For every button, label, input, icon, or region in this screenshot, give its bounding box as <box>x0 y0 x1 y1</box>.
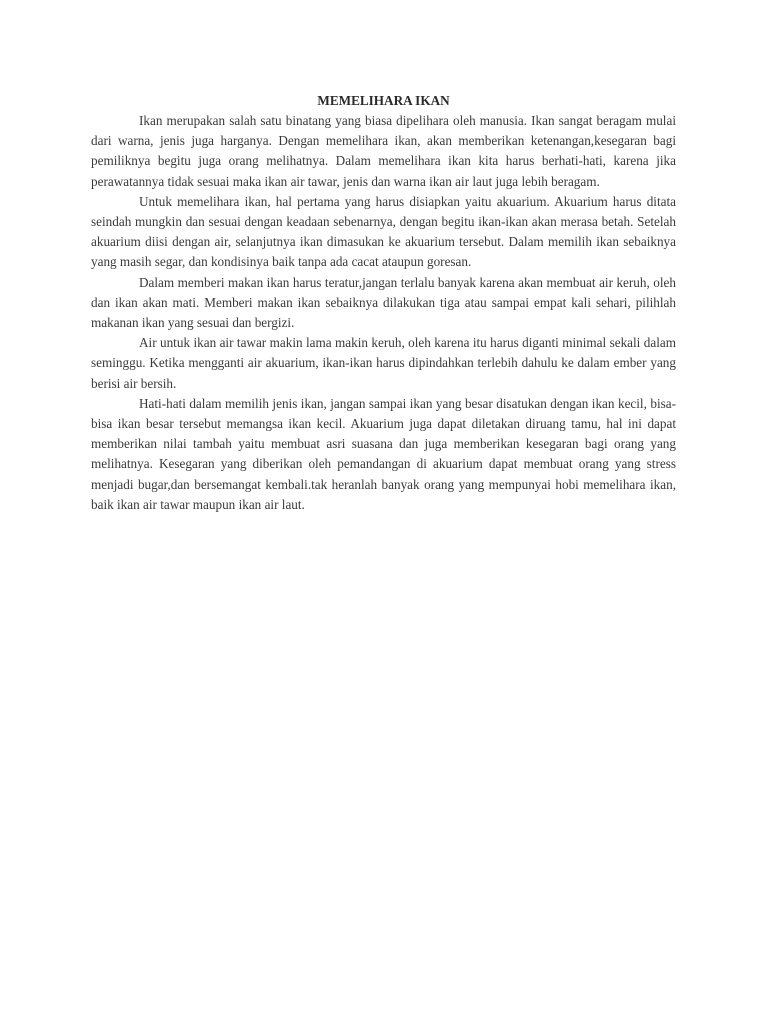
document-body <box>91 91 676 515</box>
paragraph-3: Dalam memberi makan ikan harus teratur,jangan terlalu banyak karena akan membuat air keruh, oleh dan ikan akan mati. Memberi makan ikan sebaiknya dilakukan tiga atau sampai empat kali sehari, pilihlah makanan ikan yang sesuai dan bergizi. <box>91 274 676 331</box>
paragraph-5: Hati-hati dalam memilih jenis ikan, jangan sampai ikan yang besar disatukan dengan ikan kecil, bisa-bisa ikan besar tersebut memangsa ikan kecil. Akuarium juga dapat diletakan diruang tamu, hal ini dapat memberikan nilai tambah yaitu membuat asri suasana dan juga memberikan kesegaran bagi orang yang melihatnya. Kesegaran yang diberikan oleh pemandangan di akuarium dapat membuat orang yang stress menjadi bugar,dan bersemangat kembali.tak heranlah banyak orang yang mempunyai hobi memelihara ikan, baik ikan air tawar maupun ikan air laut. <box>91 395 676 512</box>
paragraph-2: Untuk memelihara ikan, hal pertama yang harus disiapkan yaitu akuarium. Akuarium harus ditata seindah mungkin dan sesuai dengan keadaan sebenarnya, dengan begitu ikan-ikan akan merasa betah. Setelah akuarium diisi dengan air, selanjutnya ikan dimasukan ke akuarium tersebut. Dalam memilih ikan sebaiknya yang masih segar, dan kondisinya baik tanpa ada cacat ataupun goresan. <box>91 193 676 270</box>
paragraph-4: Air untuk ikan air tawar makin lama makin keruh, oleh karena itu harus diganti minimal sekali dalam seminggu. Ketika mengganti air akuarium, ikan-ikan harus dipindahkan terlebih dahulu ke dalam ember yang berisi air bersih. <box>91 335 676 391</box>
document-title: MEMELIHARA IKAN <box>317 93 450 108</box>
paragraph-1: Ikan merupakan salah satu binatang yang biasa dipelihara oleh manusia. Ikan sangat beragam mulai dari warna, jenis juga harganya. Dengan memelihara ikan, akan memberikan ketenangan,kesegaran bagi pemiliknya begitu juga orang melihatnya. Dalam memelihara ikan kita harus berhati-hati, karena jika perawatannya tidak sesuai maka ikan air tawar, jenis dan warna ikan air laut juga lebih beragam. <box>91 113 676 189</box>
